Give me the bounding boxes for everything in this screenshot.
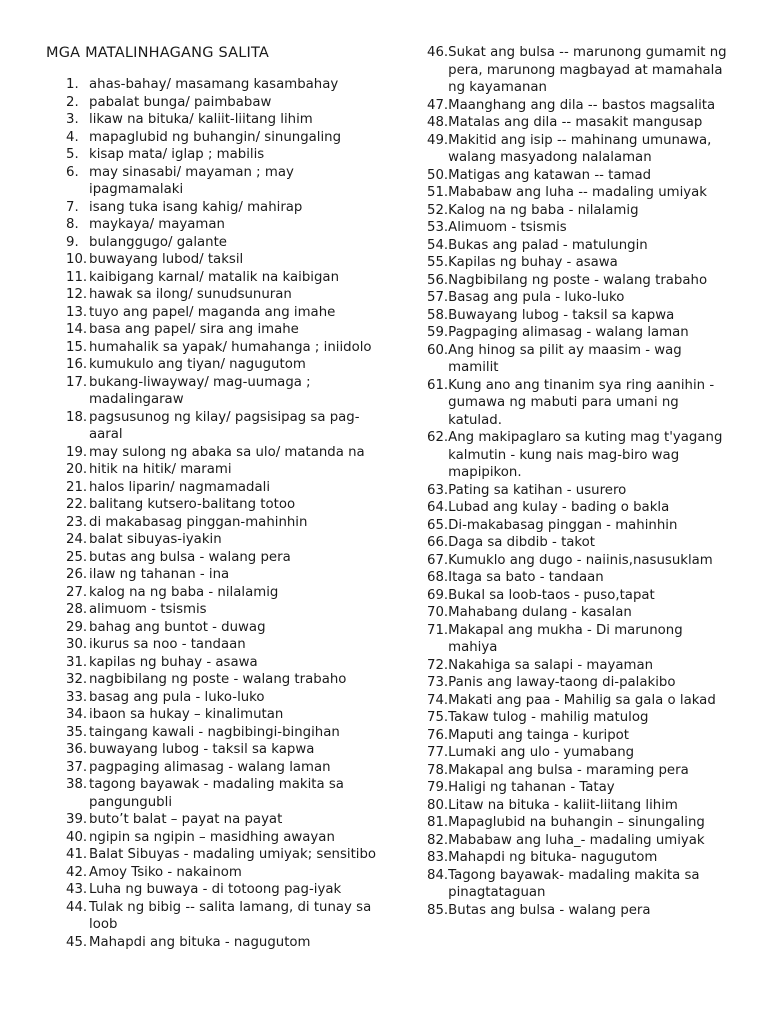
list-item: [427, 114, 727, 132]
list-item: [66, 461, 386, 479]
right-column: [427, 44, 727, 919]
item-text: bahag ang buntot - duwag: [89, 619, 266, 635]
item-number: 24.: [66, 532, 88, 547]
list-item: [427, 534, 727, 552]
item-text: Pating sa katihan - usurero: [448, 482, 627, 498]
item-text: Di-makabasag pinggan - mahinhin: [448, 517, 678, 533]
list-item: [427, 622, 727, 657]
item-number: 47.: [427, 97, 449, 113]
item-number: 36.: [66, 742, 88, 757]
item-text: ilaw ng tahanan - ina: [89, 567, 230, 582]
item-text: ikurus sa noo - tandaan: [89, 637, 246, 652]
item-number: 5.: [66, 147, 79, 162]
item-text: Itaga sa bato - tandaan: [448, 570, 604, 585]
item-text: Makitid ang isip -- mahinang umunawa, walang masyadong nalalaman: [448, 132, 712, 165]
list-item: [427, 604, 727, 622]
item-number: 74.: [427, 692, 449, 708]
item-text: tagong bayawak - madaling makita sa pangungubli: [89, 777, 344, 810]
item-text: balat sibuyas-iyakin: [89, 532, 222, 547]
list-item: [427, 902, 727, 920]
list-item: [427, 482, 727, 500]
item-number: 82.: [427, 832, 449, 848]
list-item: [427, 254, 727, 272]
list-item: [427, 289, 727, 307]
item-text: Daga sa dibdib - takot: [448, 535, 595, 550]
item-number: 70.: [427, 605, 449, 620]
item-number: 66.: [427, 535, 449, 550]
list-item: [66, 146, 386, 164]
item-text: isang tuka isang kahig/ mahirap: [89, 199, 303, 215]
item-number: 12.: [66, 287, 88, 302]
list-item: [427, 744, 727, 762]
item-text: hitik na hitik/ marami: [89, 462, 232, 477]
item-text: Kumuklo ang dugo - naiinis,nasusuklam: [448, 552, 713, 568]
item-text: ahas-bahay/ masamang kasambahay: [89, 77, 339, 92]
item-text: di makabasag pinggan-mahinhin: [89, 514, 308, 530]
list-item: [427, 219, 727, 237]
list-item: [427, 849, 727, 867]
list-item: [66, 444, 386, 462]
item-number: 54.: [427, 237, 449, 253]
list-item: [66, 94, 386, 112]
item-number: 61.: [427, 377, 449, 393]
item-text: butas ang bulsa - walang pera: [89, 549, 291, 565]
item-text: Kapilas ng buhay - asawa: [448, 255, 618, 270]
list-item: [66, 619, 386, 637]
item-number: 35.: [66, 724, 88, 740]
item-number: 45.: [66, 934, 88, 950]
item-number: 10.: [66, 252, 88, 267]
item-text: Basag ang pula - luko-luko: [448, 290, 625, 305]
item-text: buwayang lubog - taksil sa kapwa: [89, 742, 315, 757]
list-item: [427, 657, 727, 675]
item-text: basa ang papel/ sira ang imahe: [89, 322, 299, 337]
item-number: 46.: [427, 45, 449, 60]
item-text: kisap mata/ iglap ; mabilis: [89, 147, 265, 162]
item-text: Nagbibilang ng poste - walang trabaho: [448, 272, 708, 288]
item-number: 13.: [66, 304, 88, 320]
item-number: 44.: [66, 899, 88, 915]
list-item: [66, 199, 386, 217]
list-item: [427, 202, 727, 220]
list-item: [427, 674, 727, 692]
item-number: 23.: [66, 514, 88, 530]
item-number: 19.: [66, 444, 88, 460]
item-number: 2.: [66, 94, 79, 110]
item-text: Kung ano ang tinanim sya ring aanihin - gumawa ng mabuti para umani ng katulad.: [448, 377, 715, 428]
item-text: Sukat ang bulsa -- marunong gumamit ng pera, marunong magbayad at mamahala ng kayamanan: [448, 45, 727, 95]
item-text: Kalog na ng baba - nilalamig: [448, 202, 639, 218]
item-number: 69.: [427, 587, 449, 603]
list-item: [66, 251, 386, 269]
item-number: 55.: [427, 255, 449, 270]
item-number: 71.: [427, 622, 449, 638]
item-number: 68.: [427, 570, 449, 585]
list-item: [66, 881, 386, 899]
list-item: [66, 129, 386, 147]
list-item: [66, 234, 386, 252]
item-text: Nakahiga sa salapi - mayaman: [448, 657, 654, 673]
list-item: [66, 496, 386, 514]
item-number: 72.: [427, 657, 449, 673]
item-number: 21.: [66, 479, 88, 495]
item-number: 20.: [66, 462, 88, 477]
item-number: 15.: [66, 339, 88, 355]
list-item: [427, 132, 727, 167]
item-text: may sinasabi/ mayaman ; may ipagmamalaki: [89, 164, 294, 197]
item-text: Mababaw ang luha_- madaling umiyak: [448, 832, 705, 848]
item-text: mapaglubid ng buhangin/ sinungaling: [89, 129, 342, 145]
item-text: Matigas ang katawan -- tamad: [448, 167, 652, 183]
list-item: [427, 569, 727, 587]
item-number: 8.: [66, 217, 79, 232]
list-item: [427, 517, 727, 535]
item-number: 53.: [427, 220, 449, 235]
item-text: buto’t balat – payat na payat: [89, 812, 283, 827]
list-item: [66, 479, 386, 497]
item-number: 42.: [66, 864, 88, 880]
item-text: kumukulo ang tiyan/ nagugutom: [89, 357, 306, 372]
item-number: 52.: [427, 202, 449, 218]
item-number: 33.: [66, 689, 88, 705]
list-item: [427, 272, 727, 290]
item-number: 58.: [427, 307, 449, 323]
list-item: [66, 864, 386, 882]
item-number: 65.: [427, 517, 449, 533]
list-item: [427, 499, 727, 517]
item-text: Matalas ang dila -- masakit mangusap: [448, 115, 703, 130]
list-item: [66, 286, 386, 304]
item-text: Amoy Tsiko - nakainom: [89, 864, 242, 880]
list-item: [66, 776, 386, 811]
item-text: Maanghang ang dila -- bastos magsalita: [448, 97, 716, 113]
list-item: [66, 724, 386, 742]
list-item: [66, 899, 386, 934]
list-item: [66, 636, 386, 654]
item-text: Makati ang paa - Mahilig sa gala o lakad: [448, 692, 716, 708]
item-text: Alimuom - tsismis: [448, 220, 567, 235]
item-text: Bukas ang palad - matulungin: [448, 237, 648, 253]
item-number: 26.: [66, 567, 88, 582]
list-item: [427, 167, 727, 185]
item-text: kapilas ng buhay - asawa: [89, 654, 258, 670]
item-text: maykaya/ mayaman: [89, 217, 225, 232]
list-item: [427, 184, 727, 202]
item-number: 80.: [427, 797, 449, 813]
item-number: 84.: [427, 867, 449, 883]
item-number: 1.: [66, 77, 79, 92]
item-text: Mababaw ang luha -- madaling umiyak: [448, 185, 708, 200]
item-number: 77.: [427, 745, 449, 760]
item-number: 41.: [66, 847, 88, 862]
item-text: Makapal ang bulsa - maraming pera: [448, 762, 689, 778]
item-number: 14.: [66, 322, 88, 337]
list-item: [66, 601, 386, 619]
list-item: [427, 692, 727, 710]
list-item: [66, 514, 386, 532]
list-item: [66, 164, 386, 199]
list-item: [66, 216, 386, 234]
item-text: pabalat bunga/ paimbabaw: [89, 94, 272, 110]
item-text: ngipin sa ngipin – masidhing awayan: [89, 829, 335, 845]
item-number: 83.: [427, 850, 449, 865]
item-number: 39.: [66, 812, 88, 827]
item-number: 73.: [427, 675, 449, 690]
list-item: [66, 374, 386, 409]
item-number: 31.: [66, 654, 88, 670]
list-item: [66, 304, 386, 322]
item-text: pagsusunog ng kilay/ pagsisipag sa pag-aaral: [89, 409, 360, 442]
item-text: Buwayang lubog - taksil sa kapwa: [448, 307, 675, 323]
item-text: Mahabang dulang - kasalan: [448, 605, 632, 620]
list-item: [427, 762, 727, 780]
item-number: 4.: [66, 129, 79, 145]
item-number: 50.: [427, 167, 449, 183]
item-text: Tulak ng bibig -- salita lamang, di tunay sa loob: [89, 899, 372, 932]
list-item: [66, 531, 386, 549]
item-text: alimuom - tsismis: [89, 602, 207, 617]
list-item: [427, 797, 727, 815]
item-text: Ang hinog sa pilit ay maasim - wag mamilit: [448, 342, 682, 375]
item-text: bukang-liwayway/ mag-uumaga ; madalingaraw: [89, 374, 311, 407]
list-item: [427, 429, 727, 482]
list-item: [427, 727, 727, 745]
item-text: bulanggugo/ galante: [89, 234, 227, 250]
list-item: [427, 814, 727, 832]
item-number: 62.: [427, 430, 449, 445]
item-number: 51.: [427, 185, 449, 200]
list-item: [66, 706, 386, 724]
item-number: 43.: [66, 882, 88, 897]
list-item: [66, 584, 386, 602]
item-number: 30.: [66, 637, 88, 652]
list-item: [427, 832, 727, 850]
item-text: Lumaki ang ulo - yumabang: [448, 745, 635, 760]
list-item: [66, 829, 386, 847]
list-item: [427, 377, 727, 430]
item-text: Pagpaging alimasag - walang laman: [448, 325, 689, 340]
list-item: [66, 111, 386, 129]
item-number: 40.: [66, 829, 88, 845]
left-list: [66, 76, 386, 951]
list-item: [427, 779, 727, 797]
list-item: [427, 867, 727, 902]
item-text: humahalik sa yapak/ humahanga ; iniidolo: [89, 339, 372, 355]
item-number: 9.: [66, 234, 79, 250]
item-number: 17.: [66, 374, 88, 390]
list-item: [66, 566, 386, 584]
item-text: Panis ang laway-taong di-palakibo: [448, 675, 676, 690]
item-text: nagbibilang ng poste - walang trabaho: [89, 672, 347, 687]
list-item: [427, 237, 727, 255]
item-text: Makapal ang mukha - Di marunong mahiya: [448, 622, 683, 655]
item-text: Maputi ang tainga - kuripot: [448, 727, 630, 743]
item-number: 81.: [427, 815, 449, 830]
item-text: Mahapdi ang bituka - nagugutom: [89, 934, 311, 950]
item-number: 78.: [427, 762, 449, 778]
item-number: 28.: [66, 602, 88, 617]
item-text: buwayang lubod/ taksil: [89, 252, 244, 267]
list-item: [427, 324, 727, 342]
list-item: [66, 811, 386, 829]
item-number: 64.: [427, 500, 449, 515]
item-number: 76.: [427, 727, 449, 743]
list-item: [427, 97, 727, 115]
item-number: 59.: [427, 325, 449, 340]
item-number: 3.: [66, 112, 79, 127]
item-number: 79.: [427, 780, 449, 795]
item-text: Balat Sibuyas - madaling umiyak; sensitibo: [89, 847, 377, 862]
list-item: [66, 76, 386, 94]
list-item: [66, 689, 386, 707]
item-number: 67.: [427, 552, 449, 568]
list-item: [66, 356, 386, 374]
list-item: [66, 741, 386, 759]
item-number: 48.: [427, 115, 449, 130]
list-item: [66, 409, 386, 444]
item-number: 25.: [66, 549, 88, 565]
item-text: kalog na ng baba - nilalamig: [89, 584, 279, 600]
item-number: 60.: [427, 342, 449, 358]
list-item: [66, 654, 386, 672]
item-text: Litaw na bituka - kaliit-liitang lihim: [448, 797, 678, 813]
list-item: [66, 269, 386, 287]
item-text: kaibigang karnal/ matalik na kaibigan: [89, 269, 339, 285]
item-number: 85.: [427, 902, 449, 918]
item-number: 11.: [66, 269, 88, 285]
item-number: 22.: [66, 497, 88, 512]
left-column: [66, 76, 386, 951]
item-text: balitang kutsero-balitang totoo: [89, 497, 296, 512]
item-text: Haligi ng tahanan - Tatay: [448, 780, 615, 795]
item-text: Tagong bayawak- madaling makita sa pinagtataguan: [448, 867, 700, 900]
item-text: likaw na bituka/ kaliit-liitang lihim: [89, 112, 313, 127]
list-item: [427, 307, 727, 325]
item-number: 6.: [66, 164, 79, 180]
item-number: 37.: [66, 759, 88, 775]
item-number: 32.: [66, 672, 88, 687]
list-item: [66, 321, 386, 339]
item-text: Luha ng buwaya - di totoong pag-iyak: [89, 882, 342, 897]
list-item: [66, 934, 386, 952]
item-number: 29.: [66, 619, 88, 635]
item-number: 16.: [66, 357, 88, 372]
item-number: 75.: [427, 710, 449, 725]
item-text: pagpaging alimasag - walang laman: [89, 759, 331, 775]
list-item: [66, 846, 386, 864]
item-number: 27.: [66, 584, 88, 600]
item-number: 7.: [66, 199, 79, 215]
item-text: taingang kawali - nagbibingi-bingihan: [89, 724, 340, 740]
item-text: may sulong ng abaka sa ulo/ matanda na: [89, 444, 365, 460]
item-number: 18.: [66, 409, 88, 425]
item-text: Lubad ang kulay - bading o bakla: [448, 500, 670, 515]
item-text: Mahapdi ng bituka- nagugutom: [448, 850, 658, 865]
item-text: Butas ang bulsa - walang pera: [448, 902, 651, 918]
item-number: 63.: [427, 482, 449, 498]
item-number: 38.: [66, 777, 88, 792]
item-text: ibaon sa hukay – kinalimutan: [89, 707, 284, 722]
item-text: halos liparin/ nagmamadali: [89, 479, 271, 495]
list-item: [427, 587, 727, 605]
item-text: basag ang pula - luko-luko: [89, 689, 265, 705]
item-text: Bukal sa loob-taos - puso,tapat: [448, 587, 655, 603]
list-item: [66, 549, 386, 567]
item-text: Takaw tulog - mahilig matulog: [448, 710, 649, 725]
list-item: [66, 759, 386, 777]
item-text: tuyo ang papel/ maganda ang imahe: [89, 304, 336, 320]
right-list: [427, 44, 727, 919]
item-text: Mapaglubid na buhangin – sinungaling: [448, 815, 705, 830]
list-item: [427, 552, 727, 570]
item-number: 34.: [66, 707, 88, 722]
list-item: [66, 339, 386, 357]
item-number: 57.: [427, 290, 449, 305]
item-text: hawak sa ilong/ sunudsunuran: [89, 287, 292, 302]
item-number: 49.: [427, 132, 449, 148]
list-item: [427, 709, 727, 727]
page-title: MGA MATALINHAGANG SALITA: [46, 45, 270, 61]
list-item: [427, 342, 727, 377]
list-item: [427, 44, 727, 97]
item-number: 56.: [427, 272, 449, 288]
item-text: Ang makipaglaro sa kuting mag t'yagang kalmutin - kung nais mag-biro wag mapipikon.: [448, 430, 723, 480]
list-item: [66, 671, 386, 689]
